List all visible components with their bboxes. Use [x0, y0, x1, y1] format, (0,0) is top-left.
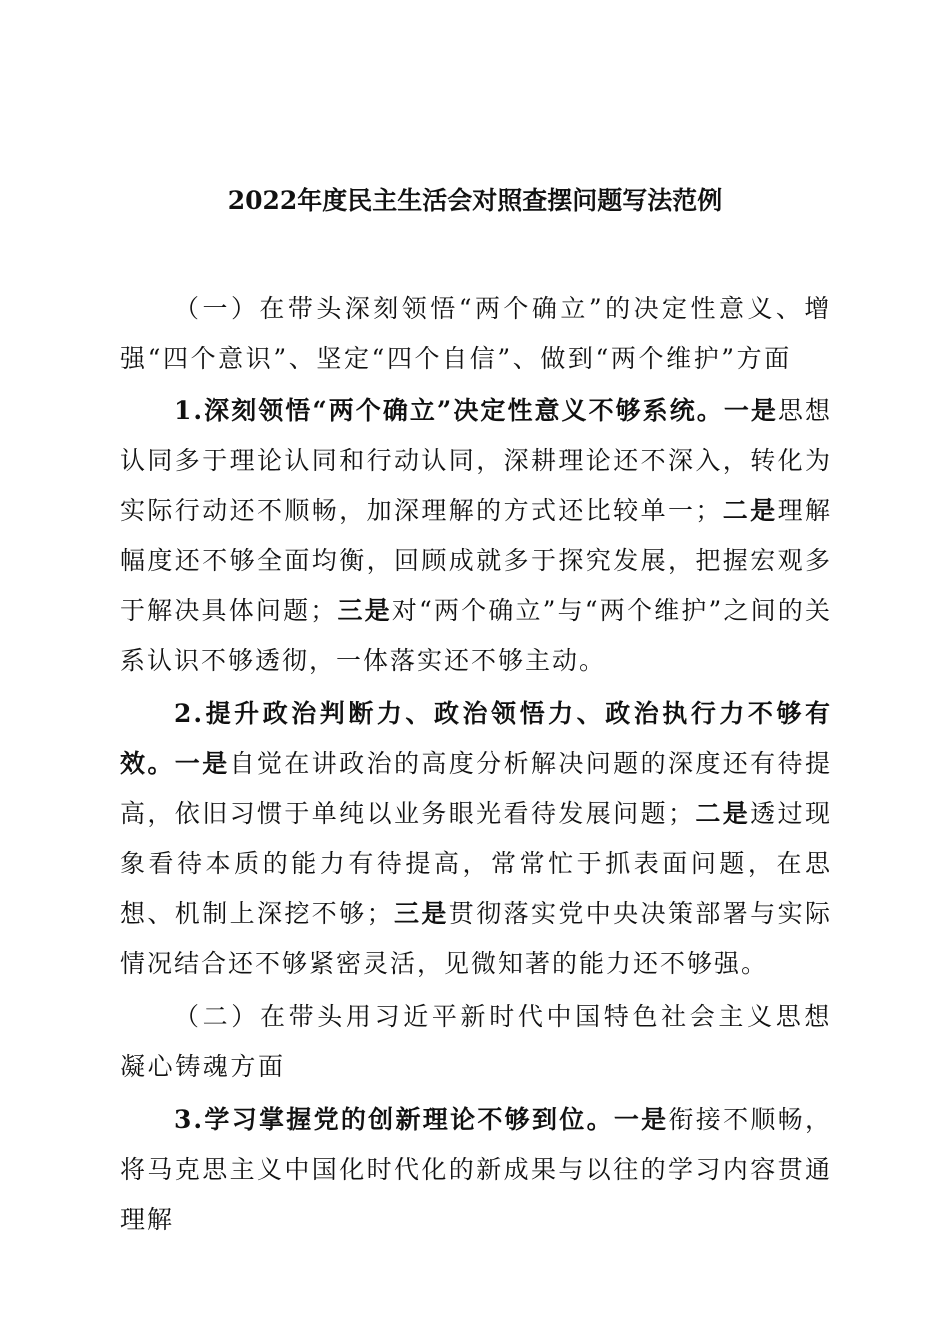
- section-heading-text: （一）在带头深刻领悟“两个确立”的决定性意义、增强“四个意识”、坚定“四个自信”、做到“两个维护”方面: [120, 294, 832, 373]
- ordinal-marker: 三是: [337, 596, 392, 625]
- ordinal-marker: 一是: [723, 396, 778, 425]
- item-text: 贯彻落实党中央决策部署与实际情况结合还不够紧密灵活，见微知著的能力还不够强。: [120, 899, 832, 978]
- item-text: 自觉在讲政治的高度分析解决问题的深度还有待提高，依旧习惯于单纯以业务眼光看待发展问题；: [120, 749, 832, 828]
- ordinal-marker: 一是: [174, 749, 230, 778]
- document-title: 2022年度民主生活会对照查摆问题写法范例: [227, 186, 723, 215]
- ordinal-marker: 一是: [613, 1105, 669, 1134]
- section-heading-2: [120, 992, 832, 1092]
- paragraph-item-2: [120, 689, 832, 989]
- item-title: 2.提升政治判断力、政治领悟力、政治执行力不够有效。: [120, 699, 832, 778]
- item-text: 对“两个确立”与“两个维护”之间的关系认识不够透彻，一体落实还不够主动。: [120, 596, 832, 675]
- item-text: 思想认同多于理论认同和行动认同，深耕理论还不深入，转化为实际行动还不顺畅，加深理解的方式还比较单一；: [120, 396, 832, 525]
- paragraph-item-3: [120, 1095, 832, 1245]
- ordinal-marker: 三是: [393, 899, 449, 928]
- section-heading-1: [120, 284, 832, 384]
- item-title: 3.学习掌握党的创新理论不够到位。: [174, 1105, 614, 1134]
- section-heading-text: （二）在带头用习近平新时代中国特色社会主义思想凝心铸魂方面: [120, 1002, 832, 1081]
- document-body: [120, 284, 832, 1245]
- item-title: 1.深刻领悟“两个确立”决定性意义不够系统。: [174, 396, 724, 425]
- ordinal-marker: 二是: [722, 496, 778, 525]
- item-text: 透过现象看待本质的能力有待提高，常常忙于抓表面问题，在思想、机制上深挖不够；: [120, 799, 832, 928]
- item-text: 衔接不顺畅，将马克思主义中国化时代化的新成果与以往的学习内容贯通理解: [120, 1105, 832, 1234]
- paragraph-item-1: [120, 386, 832, 686]
- item-text: 理解幅度还不够全面均衡，回顾成就多于探究发展，把握宏观多于解决具体问题；: [120, 496, 832, 625]
- ordinal-marker: 二是: [694, 799, 751, 828]
